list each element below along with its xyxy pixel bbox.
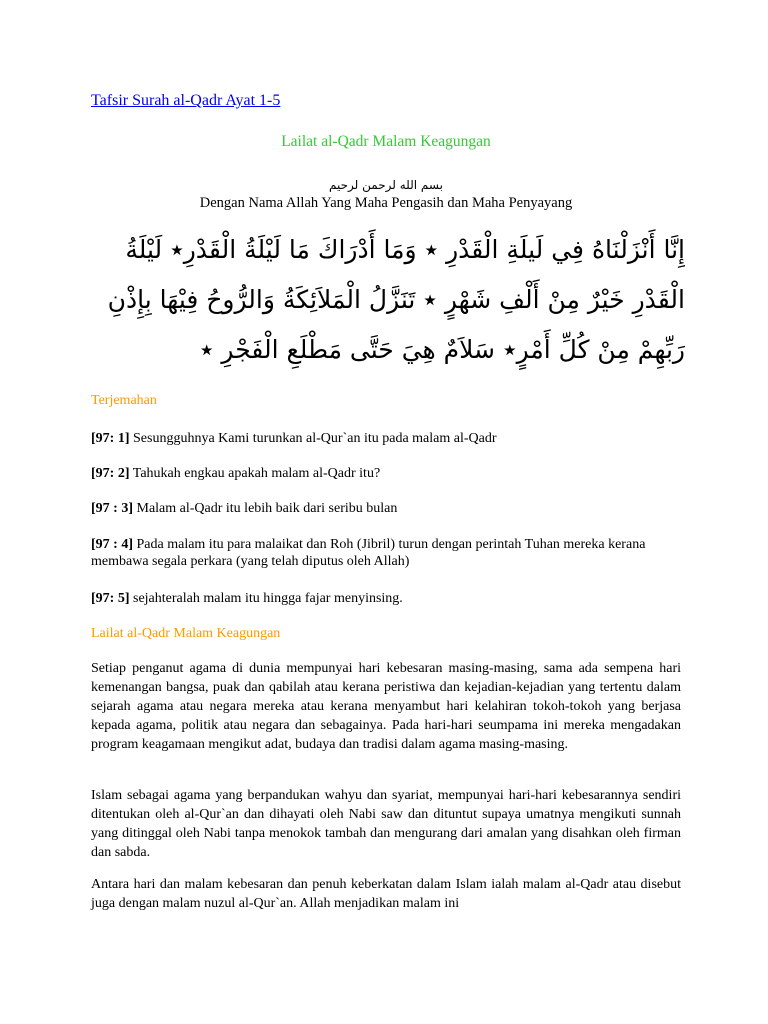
ayat-5 [91, 590, 681, 607]
verse-arabic: إِنَّا أَنْزَلْنَاهُ فِي لَيلَةِ الْقَدْرِ ٭ وَمَا أَدْرَاكَ مَا لَيْلَةُ الْقَدْرِ٭ لَيْلَةُ الْقَدْرِ خَيْرٌ مِنْ أَلْفِ شَهْرٍ ٭ تَنَزَّلُ الْمَلاَئِكَةُ وَالرُّوحُ فِيْهَا بِإِذْنِ رَبِّهِمْ مِنْ كُلِّ أَمْرٍ٭ سَلاَمٌ هِيَ حَتَّى مَطْلَعِ الْفَجْرِ ٭ [107, 235, 685, 364]
ayat-ref: [97: 2] [91, 466, 130, 481]
ayat-text: Pada malam itu para malaikat dan Roh (Jibril) turun dengan perintah Tuhan mereka kerana membawa segala perkara (yang telah diputus oleh Allah) [91, 537, 646, 569]
ayat-3 [91, 500, 681, 517]
ayat-ref: [97 : 4] [91, 537, 133, 552]
ayat-text: sejahteralah malam itu hingga fajar menyinsing. [129, 591, 403, 606]
ayat-ref: [97: 1] [91, 431, 130, 446]
paragraph-1: Setiap penganut agama di dunia mempunyai hari kebesaran masing-masing, sama ada sempena hari kemenangan bangsa, puak dan qabilah atau kerana peristiwa dan kejadian-kejadian yang tertentu dalam sejarah agama atau negara mereka atau kerana menyambut hari kelahiran tokoh-tokoh yang berjasa kepada agama, politik atau negara dan sebagainya. Pada hari-hari seumpama ini mereka mengadakan program keagamaan mengikut adat, budaya dan tradisi dalam agama masing-masing. [91, 661, 681, 752]
section-heading: Lailat al-Qadr Malam Keagungan [91, 626, 281, 641]
basmala-arabic: بسم الله لرحمن لرحيم [329, 178, 443, 192]
ayat-text: Sesungguhnya Kami turunkan al-Qur`an itu pada malam al-Qadr [129, 431, 497, 446]
paragraph-2: Islam sebagai agama yang berpandukan wahyu dan syariat, mempunyai hari-hari kebesarannya sendiri ditentukan oleh al-Qur`an dan dihayati oleh Nabi saw dan dituntut supaya umatnya mengikuti sunnah yang ditinggal oleh Nabi tanpa menokok tambah dan mengurang dari amalan yang disahkan oleh firman dan sabda. [91, 788, 681, 860]
title-link[interactable]: Tafsir Surah al-Qadr Ayat 1-5 [91, 92, 281, 109]
ayat-4 [91, 536, 681, 570]
basmala-translation: Dengan Nama Allah Yang Maha Pengasih dan Maha Penyayang [199, 195, 573, 211]
ayat-ref: [97: 5] [91, 591, 130, 606]
ayat-2 [91, 465, 681, 482]
subtitle: Lailat al-Qadr Malam Keagungan [281, 133, 491, 150]
paragraph-3: Antara hari dan malam kebesaran dan penuh keberkatan dalam Islam ialah malam al-Qadr atau disebut juga dengan malam nuzul al-Qur`an. Allah menjadikan malam ini [91, 877, 681, 911]
terjemahan-heading: Terjemahan [91, 393, 157, 408]
ayat-text: Malam al-Qadr itu lebih baik dari seribu bulan [133, 501, 398, 516]
ayat-ref: [97 : 3] [91, 501, 133, 516]
ayat-text: Tahukah engkau apakah malam al-Qadr itu? [129, 466, 381, 481]
ayat-1 [91, 430, 681, 447]
